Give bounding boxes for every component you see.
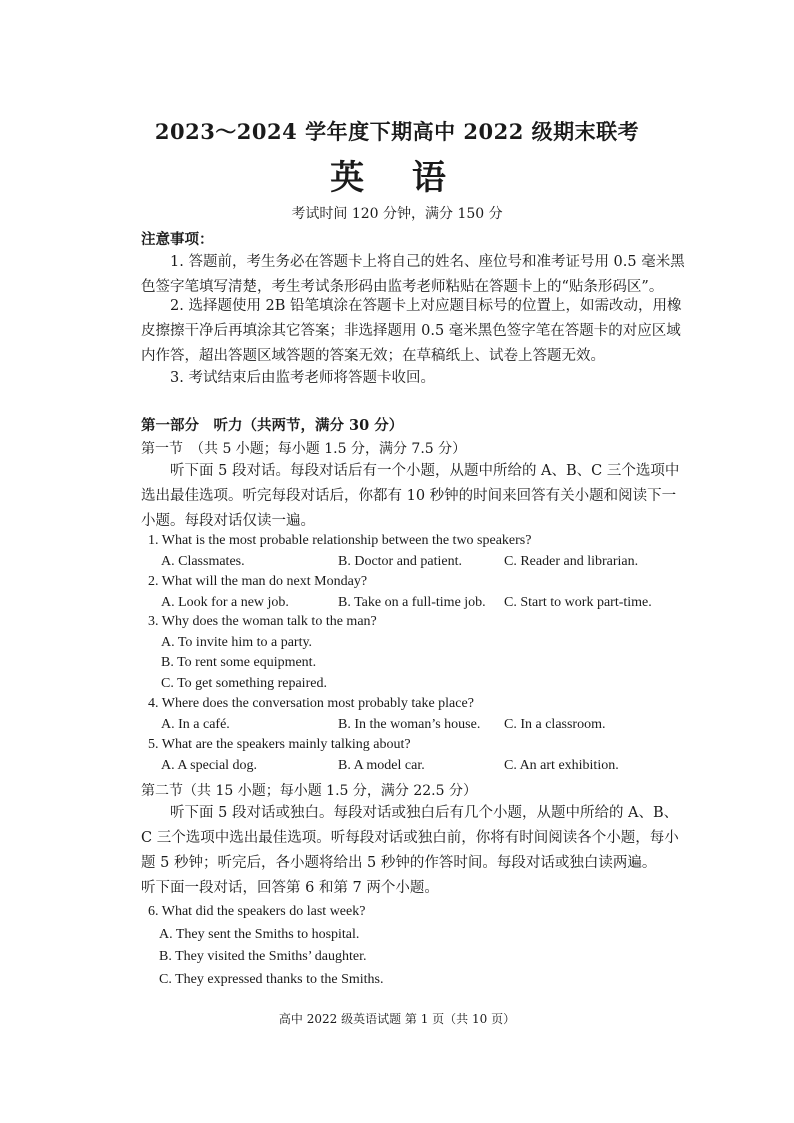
notes-heading: 注意事项：	[141, 231, 214, 248]
question-option: B. Take on a full-time job.	[338, 595, 486, 610]
question-option: C. They expressed thanks to the Smiths.	[159, 972, 384, 987]
question-stem: 5. What are the speakers mainly talking about?	[148, 737, 411, 752]
question-option: C. In a classroom.	[504, 717, 606, 732]
part1-title: 第一部分 听力（共两节，满分 30 分）	[141, 417, 404, 434]
question-stem: 1. What is the most probable relationship between the two speakers?	[148, 533, 532, 548]
question-option: A. They sent the Smiths to hospital.	[159, 927, 360, 942]
section2-prompt: 听下面一段对话，回答第 6 和第 7 两个小题。	[141, 880, 439, 896]
question-stem: 3. Why does the woman talk to the man?	[148, 614, 377, 629]
question-option: A. Classmates.	[161, 554, 245, 569]
question-stem: 6. What did the speakers do last week?	[148, 904, 366, 919]
section2-title: 第二节（共 15 小题；每小题 1.5 分，满分 22.5 分）	[141, 783, 477, 799]
question-option: B. A model car.	[338, 758, 425, 773]
question-option: A. To invite him to a party.	[161, 635, 313, 650]
question-stem: 4. Where does the conversation most probably take place?	[148, 696, 474, 711]
question-option: C. Start to work part-time.	[504, 595, 652, 610]
note-item-2: 2. 选择题使用 2B 铅笔填涂在答题卡上对应题目标号的位置上，如需改动，用橡皮擦擦干净后再填涂其它答案；非选择题用 0.5 毫米黑色签字笔在答题卡的对应区域内作答，超出答题区域答题的答案无效；在草稿纸上、试卷上答题无效。	[141, 298, 682, 364]
question-stem: 2. What will the man do next Monday?	[148, 574, 368, 589]
question-option: B. Doctor and patient.	[338, 554, 463, 569]
note-item-3: 3. 考试结束后由监考老师将答题卡收回。	[170, 370, 435, 386]
page-footer: 高中 2022 级英语试题 第 1 页（共 10 页）	[278, 1012, 516, 1026]
exam-info: 考试时间 120 分钟，满分 150 分	[291, 206, 503, 222]
question-option: C. To get something repaired.	[161, 676, 327, 691]
note-item-1: 1. 答题前，考生务必在答题卡上将自己的姓名、座位号和准考证号用 0.5 毫米黑色签字笔填写清楚，考生考试条形码由监考老师粘贴在答题卡上的“贴条形码区”。	[141, 254, 685, 295]
question-option: A. In a café.	[161, 717, 230, 732]
section1-title: 第一节 （共 5 小题；每小题 1.5 分，满分 7.5 分）	[141, 441, 467, 457]
question-option: B. They visited the Smiths’ daughter.	[159, 949, 367, 964]
question-option: C. An art exhibition.	[504, 758, 619, 773]
question-option: A. Look for a new job.	[161, 595, 289, 610]
question-option: A. A special dog.	[161, 758, 258, 773]
question-option: C. Reader and librarian.	[504, 554, 639, 569]
section1-instructions: 听下面 5 段对话。每段对话后有一个小题，从题中所给的 A、B、C 三个选项中选出最佳选项。听完每段对话后，你都有 10 秒钟的时间来回答有关小题和阅读下一小题。每段对话仅读一遍。	[141, 463, 680, 529]
question-option: B. In the woman’s house.	[338, 717, 481, 732]
subject-title: 英 语	[330, 158, 464, 198]
exam-title: 2023～2024 学年度下期高中 2022 级期末联考	[154, 119, 640, 144]
question-option: B. To rent some equipment.	[161, 655, 317, 670]
section2-instructions: 听下面 5 段对话或独白。每段对话或独白后有几个小题，从题中所给的 A、B、C 三个选项中选出最佳选项。听每段对话或独白前，你将有时间阅读各个小题，每小题 5 秒钟；听完后，各小题将给出 5 秒钟的作答时间。每段对话或独白读两遍。	[141, 805, 679, 871]
